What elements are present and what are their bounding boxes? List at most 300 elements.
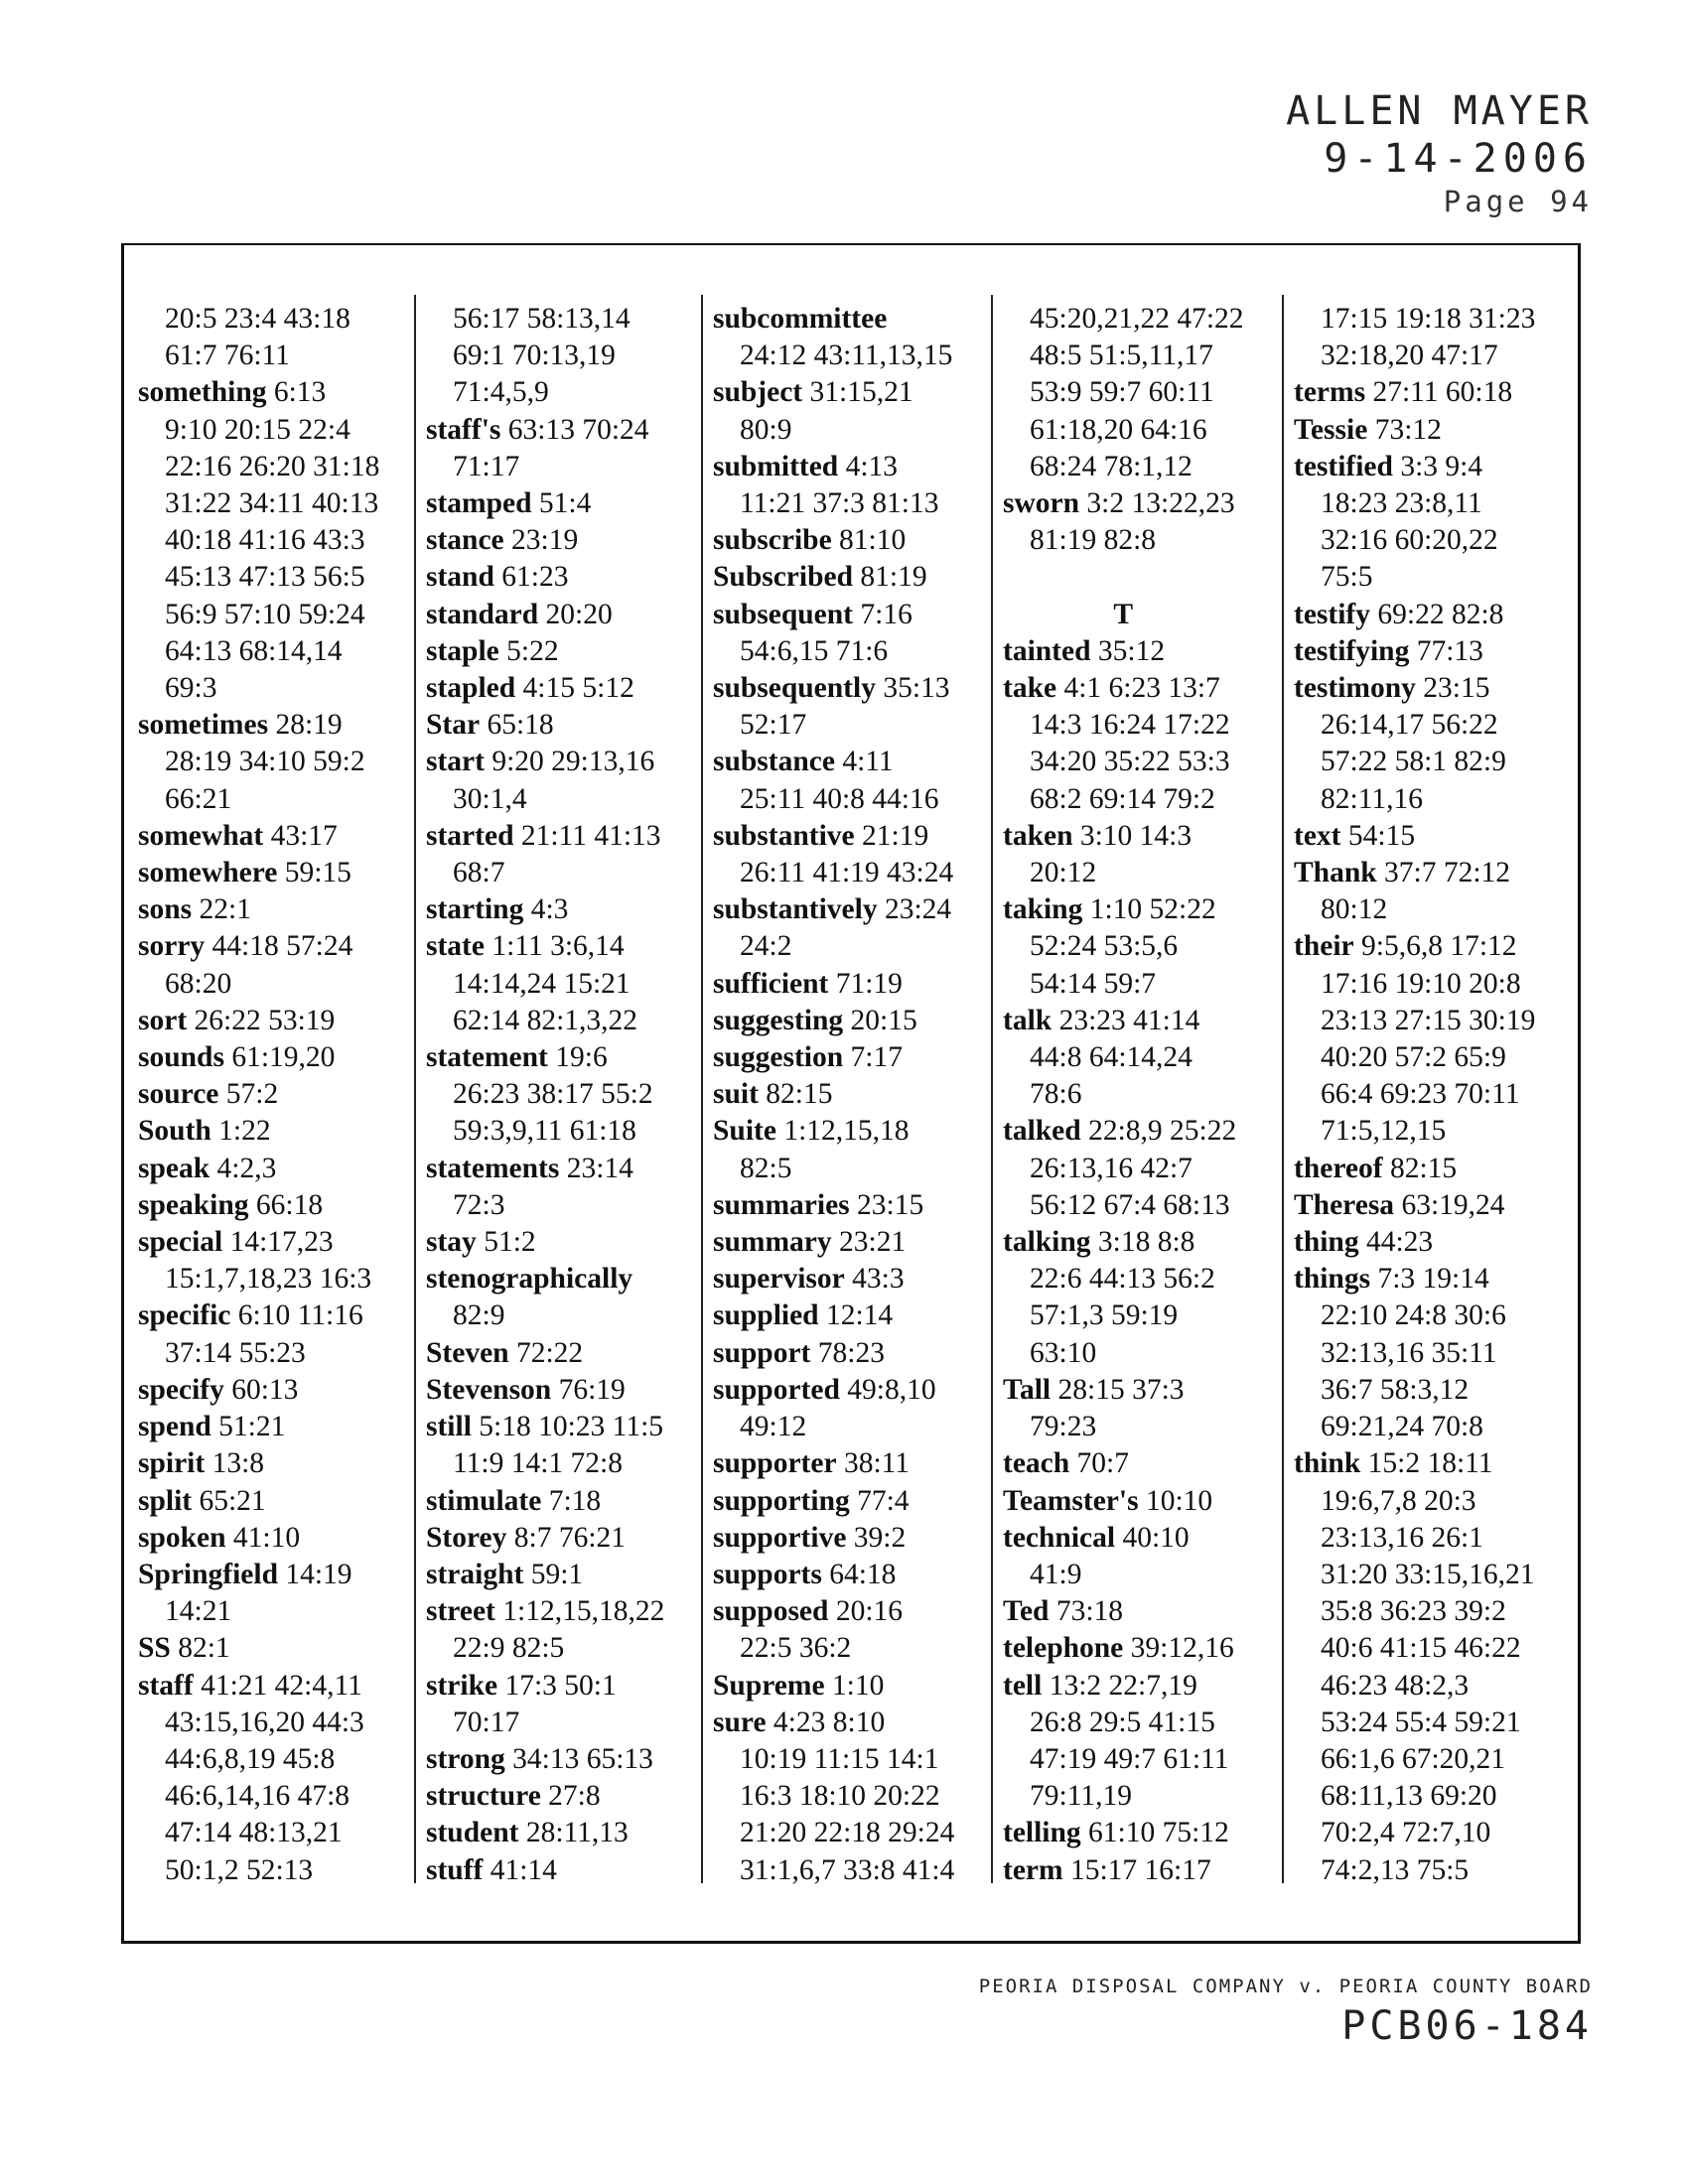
page-line-refs: 80:12 <box>1321 893 1388 926</box>
index-entry <box>713 1113 954 1186</box>
page-line-refs: 61:18,20 64:16 <box>1030 413 1207 446</box>
page-line-refs: 69:3 <box>165 672 217 705</box>
page-line-refs: 34:20 35:22 53:3 <box>1030 746 1230 778</box>
page-line-refs: 82:1 <box>178 1632 230 1665</box>
page-line-refs: 9:10 20:15 22:4 <box>165 413 351 446</box>
page-line-refs: 14:3 16:24 17:22 <box>1030 709 1230 742</box>
index-entry <box>713 449 954 522</box>
page-line-refs: 13:8 <box>211 1447 265 1480</box>
page-line-refs: 1:12,15,18,22 <box>502 1595 665 1628</box>
index-entry <box>138 374 379 707</box>
page-line-refs: 56:17 58:13,14 <box>453 303 631 335</box>
index-entry <box>713 1039 954 1076</box>
page-line-refs: 26:14,17 56:22 <box>1321 709 1498 742</box>
page-line-refs: 22:16 26:20 31:18 <box>165 450 380 482</box>
page-line-refs: 20:16 <box>835 1595 904 1628</box>
page-line-refs: 32:18,20 47:17 <box>1321 340 1498 372</box>
index-entry <box>1294 1187 1535 1224</box>
page-line-refs: 56:12 67:4 68:13 <box>1030 1188 1230 1221</box>
page-line-refs: 56:9 57:10 59:24 <box>165 598 365 630</box>
index-term: talked <box>1003 1115 1081 1148</box>
index-term: sons <box>138 893 193 926</box>
page-line-refs: 13:2 22:7,19 <box>1049 1669 1197 1702</box>
page-line-refs: 62:14 82:1,3,22 <box>453 1004 638 1036</box>
index-entry <box>713 670 954 744</box>
index-term: speaking <box>138 1188 249 1221</box>
page-line-refs: 14:14,24 15:21 <box>453 967 631 1000</box>
index-entry <box>426 1151 664 1224</box>
index-entry <box>1003 1224 1244 1372</box>
index-entry <box>1294 1261 1535 1445</box>
page-line-refs: 60:13 <box>231 1373 299 1406</box>
index-entry <box>1003 1815 1244 1851</box>
index-entry <box>713 559 954 596</box>
index-term: stuff <box>426 1853 484 1886</box>
index-entry <box>138 1630 379 1667</box>
page-line-refs: 6:13 <box>273 376 327 409</box>
page-line-refs: 43:17 <box>270 819 338 852</box>
blank-line <box>1003 559 1244 596</box>
index-entry <box>138 1151 379 1187</box>
page-line-refs: 40:18 41:16 43:3 <box>165 524 365 557</box>
index-entry <box>1003 633 1244 670</box>
page-line-refs: 68:7 <box>453 857 505 889</box>
index-entry <box>1003 1003 1244 1114</box>
page-line-refs: 26:22 53:19 <box>194 1004 336 1036</box>
index-term: supporter <box>713 1447 837 1480</box>
index-term: strong <box>426 1742 505 1775</box>
page-line-refs: 59:15 <box>284 857 351 889</box>
index-entry <box>426 707 664 744</box>
index-entry <box>138 928 379 1002</box>
page-line-refs: 71:19 <box>835 967 903 1000</box>
page-line-refs: 19:6,7,8 20:3 <box>1321 1484 1476 1517</box>
index-term: summaries <box>713 1188 850 1221</box>
index-term: testifying <box>1294 634 1410 667</box>
page-line-refs: 79:23 <box>1030 1411 1097 1443</box>
index-entry <box>1294 855 1535 928</box>
index-entry <box>1003 1445 1244 1482</box>
index-term: stamped <box>426 487 532 520</box>
index-term: subject <box>713 376 803 409</box>
index-term: take <box>1003 672 1057 705</box>
index-term: term <box>1003 1853 1063 1886</box>
index-entry <box>426 559 664 596</box>
index-entry <box>426 670 664 707</box>
page-line-refs: 82:15 <box>766 1078 833 1111</box>
index-entry <box>713 744 954 817</box>
page-line-refs: 46:6,14,16 47:8 <box>165 1780 351 1813</box>
index-term: talk <box>1003 1004 1052 1036</box>
index-entry <box>138 707 379 818</box>
page-line-refs: 35:13 <box>883 672 950 705</box>
index-entry <box>426 818 664 891</box>
index-term: tell <box>1003 1669 1043 1702</box>
page-line-refs: 79:11,19 <box>1030 1780 1132 1813</box>
page-line-refs: 24:2 <box>740 930 792 963</box>
page-line-refs: 39:12,16 <box>1130 1632 1234 1665</box>
page-line-refs: 31:15,21 <box>809 376 913 409</box>
page-line-refs: 14:19 <box>285 1558 352 1590</box>
index-term: still <box>426 1411 472 1443</box>
index-term: Star <box>426 709 481 742</box>
index-entry <box>426 1335 664 1372</box>
index-entry <box>713 522 954 559</box>
index-entry <box>138 1076 379 1113</box>
index-entry <box>1294 597 1535 633</box>
page-line-refs: 3:18 8:8 <box>1097 1226 1195 1259</box>
index-entry <box>426 1778 664 1815</box>
page-line-refs: 72:22 <box>515 1336 584 1369</box>
page-line-refs: 70:17 <box>453 1706 520 1738</box>
index-term: staff's <box>426 413 501 446</box>
index-entry <box>713 1668 954 1705</box>
page-line-refs: 61:23 <box>501 561 569 594</box>
page-line-refs: 17:3 50:1 <box>504 1669 617 1702</box>
page-line-refs: 7:3 19:14 <box>1377 1263 1489 1296</box>
index-term: think <box>1294 1447 1361 1480</box>
page-line-refs: 7:17 <box>850 1041 903 1074</box>
index-entry <box>138 1483 379 1520</box>
index-entry <box>713 1705 954 1889</box>
index-term: street <box>426 1595 495 1628</box>
page-line-refs: 57:2 <box>225 1078 279 1111</box>
page-line-refs: 47:19 49:7 61:11 <box>1030 1742 1229 1775</box>
page-line-refs: 57:22 58:1 82:9 <box>1321 746 1506 778</box>
index-term: subsequent <box>713 598 854 630</box>
index-term: stand <box>426 561 494 594</box>
page-line-refs: 53:9 59:7 60:11 <box>1030 376 1214 409</box>
page-line-refs: 17:16 19:10 20:8 <box>1321 967 1521 1000</box>
index-entry <box>138 301 379 374</box>
index-term: split <box>138 1484 193 1517</box>
index-term: sufficient <box>713 967 829 1000</box>
index-term: Tall <box>1003 1373 1052 1406</box>
page-line-refs: 40:6 41:15 46:22 <box>1321 1632 1521 1665</box>
index-entry <box>426 744 664 817</box>
page-line-refs: 63:13 70:24 <box>507 413 649 446</box>
index-entry <box>426 522 664 559</box>
index-entry <box>138 1187 379 1224</box>
page-line-refs: 78:23 <box>817 1336 885 1369</box>
page-line-refs: 82:11,16 <box>1321 782 1423 815</box>
page-line-refs: 72:3 <box>453 1188 505 1221</box>
page-line-refs: 81:19 82:8 <box>1030 524 1157 557</box>
page-line-refs: 71:17 <box>453 450 520 482</box>
index-term: starting <box>426 893 524 926</box>
page-line-refs: 59:1 <box>530 1558 584 1590</box>
page-line-refs: 40:10 <box>1122 1521 1190 1554</box>
page-line-refs: 61:19,20 <box>231 1041 336 1074</box>
page-line-refs: 45:20,21,22 47:22 <box>1030 303 1244 335</box>
page-line-refs: 44:8 64:14,24 <box>1030 1041 1193 1074</box>
page-line-refs: 73:18 <box>1055 1595 1124 1628</box>
page-line-refs: 9:5,6,8 17:12 <box>1361 930 1517 963</box>
index-term: summary <box>713 1226 832 1259</box>
page-line-refs: 21:19 <box>862 819 929 852</box>
index-term: support <box>713 1336 811 1369</box>
index-term: statements <box>426 1152 560 1184</box>
column-divider <box>414 295 416 1883</box>
index-term: Suite <box>713 1115 776 1148</box>
index-term: sort <box>138 1004 188 1036</box>
index-term: state <box>426 930 485 963</box>
page-line-refs: 31:1,6,7 33:8 41:4 <box>740 1853 955 1886</box>
index-entry <box>713 818 954 891</box>
index-term: standard <box>426 598 539 630</box>
index-term: student <box>426 1817 519 1849</box>
index-term: supposed <box>713 1595 829 1628</box>
page-line-refs: 31:20 33:15,16,21 <box>1321 1558 1535 1590</box>
page-line-refs: 19:6 <box>555 1041 608 1074</box>
page-line-refs: 31:22 34:11 40:13 <box>165 487 379 520</box>
index-column-5 <box>1294 301 1535 1889</box>
index-term: structure <box>426 1780 541 1813</box>
page-line-refs: 26:23 38:17 55:2 <box>453 1078 653 1111</box>
index-entry <box>426 1815 664 1851</box>
page-line-refs: 12:14 <box>825 1299 894 1332</box>
page-line-refs: 3:2 13:22,23 <box>1086 487 1235 520</box>
index-term: their <box>1294 930 1354 963</box>
index-term: subsequently <box>713 672 876 705</box>
index-entry <box>1003 1113 1244 1224</box>
page-line-refs: 37:7 72:12 <box>1384 857 1511 889</box>
index-term: sure <box>713 1706 767 1738</box>
index-entry <box>713 1520 954 1557</box>
index-term: text <box>1294 819 1341 852</box>
page-line-refs: 20:20 <box>545 598 613 630</box>
index-entry <box>426 1409 664 1482</box>
page-footer <box>979 1971 1593 2050</box>
index-term: staff <box>138 1669 194 1702</box>
index-term: spoken <box>138 1521 226 1554</box>
page-line-refs: 49:8,10 <box>847 1373 936 1406</box>
page-line-refs: 51:2 <box>484 1226 536 1259</box>
page-line-refs: 76:19 <box>558 1373 626 1406</box>
page-line-refs: 66:4 69:23 70:11 <box>1321 1078 1520 1111</box>
page-line-refs: 66:21 <box>165 782 232 815</box>
index-term: SS <box>138 1632 171 1665</box>
index-term: South <box>138 1115 211 1148</box>
page-line-refs: 74:2,13 75:5 <box>1321 1853 1470 1886</box>
page-line-refs: 15:2 18:11 <box>1367 1447 1493 1480</box>
index-term: Ted <box>1003 1595 1050 1628</box>
page-line-refs: 51:21 <box>218 1411 286 1443</box>
page-line-refs: 14:21 <box>165 1595 232 1628</box>
page-line-refs: 41:21 42:4,11 <box>201 1669 362 1702</box>
index-entry <box>426 1852 664 1889</box>
index-term: specify <box>138 1373 224 1406</box>
index-term: things <box>1294 1263 1371 1296</box>
page-line-refs: 30:1,4 <box>453 782 527 815</box>
page-line-refs: 23:13 27:15 30:19 <box>1321 1004 1536 1036</box>
page-line-refs: 15:17 16:17 <box>1069 1853 1211 1886</box>
page-line-refs: 22:9 82:5 <box>453 1632 565 1665</box>
index-entry <box>138 1113 379 1150</box>
index-term: stimulate <box>426 1484 542 1517</box>
page-line-refs: 39:2 <box>853 1521 907 1554</box>
index-term: thereof <box>1294 1152 1383 1184</box>
page-line-refs: 41:14 <box>490 1853 557 1886</box>
page-line-refs: 7:18 <box>548 1484 602 1517</box>
index-term: suggesting <box>713 1004 844 1036</box>
page-line-refs: 37:14 55:23 <box>165 1336 306 1369</box>
index-entry <box>1003 1593 1244 1630</box>
index-entry <box>1003 818 1244 891</box>
page-line-refs: 47:14 48:13,21 <box>165 1817 343 1849</box>
index-term: substantive <box>713 819 855 852</box>
page-line-refs: 23:23 41:14 <box>1058 1004 1200 1036</box>
index-term: substantively <box>713 893 878 926</box>
index-term: stay <box>426 1226 477 1259</box>
case-caption: PEORIA DISPOSAL COMPANY v. PEORIA COUNTY BOARD <box>978 1976 1593 1997</box>
page-line-refs: 34:13 65:13 <box>512 1742 653 1775</box>
page-line-refs: 40:20 57:2 65:9 <box>1321 1041 1506 1074</box>
page-line-refs: 23:21 <box>839 1226 907 1259</box>
index-entry <box>138 818 379 855</box>
index-term: sworn <box>1003 487 1080 520</box>
page-line-refs: 68:20 <box>165 967 232 1000</box>
index-entry <box>426 301 664 412</box>
index-column-1 <box>138 301 379 1889</box>
index-term: taken <box>1003 819 1073 852</box>
page-line-refs: 22:5 36:2 <box>740 1632 852 1665</box>
index-entry <box>426 1741 664 1778</box>
page-line-refs: 66:1,6 67:20,21 <box>1321 1742 1506 1775</box>
index-term: start <box>426 746 485 778</box>
index-frame <box>121 243 1581 1944</box>
page-line-refs: 44:6,8,19 45:8 <box>165 1742 336 1775</box>
page-line-refs: 26:8 29:5 41:15 <box>1030 1706 1215 1738</box>
index-term: submitted <box>713 450 839 482</box>
page-line-refs: 44:18 57:24 <box>211 930 353 963</box>
index-term: terms <box>1294 376 1366 409</box>
index-term: Theresa <box>1294 1188 1395 1221</box>
page-line-refs: 3:3 9:4 <box>1400 450 1483 482</box>
page-line-refs: 22:6 44:13 56:2 <box>1030 1263 1215 1296</box>
page-line-refs: 27:11 60:18 <box>1372 376 1513 409</box>
index-term: straight <box>426 1558 524 1590</box>
index-entry <box>1003 1520 1244 1593</box>
page-line-refs: 28:19 34:10 59:2 <box>165 746 365 778</box>
index-term: statement <box>426 1041 548 1074</box>
index-term: supervisor <box>713 1263 845 1296</box>
page-line-refs: 24:12 43:11,13,15 <box>740 340 953 372</box>
index-term: suggestion <box>713 1041 844 1074</box>
index-term: substance <box>713 746 835 778</box>
page-line-refs: 5:22 <box>506 634 559 667</box>
index-term: supportive <box>713 1521 847 1554</box>
docket-number: PCB06-184 <box>1341 2003 1593 2049</box>
index-term: testified <box>1294 450 1393 482</box>
page-line-refs: 77:13 <box>1416 634 1483 667</box>
page-line-refs: 35:12 <box>1097 634 1166 667</box>
index-entry <box>138 1297 379 1371</box>
index-entry <box>713 1593 954 1667</box>
index-entry <box>1003 301 1244 485</box>
index-entry <box>426 1224 664 1261</box>
page-line-refs: 1:11 3:6,14 <box>491 930 625 963</box>
page-line-refs: 68:2 69:14 79:2 <box>1030 782 1215 815</box>
index-entry <box>138 1445 379 1482</box>
index-entry <box>713 1187 954 1224</box>
index-term: subcommittee <box>713 303 888 335</box>
page-line-refs: 81:19 <box>860 561 927 594</box>
index-entry <box>713 301 954 374</box>
page-line-refs: 23:15 <box>857 1188 924 1221</box>
page-line-refs: 68:11,13 69:20 <box>1321 1780 1497 1813</box>
page-line-refs: 75:5 <box>1321 561 1373 594</box>
page-line-refs: 81:10 <box>839 524 907 557</box>
index-term: started <box>426 819 514 852</box>
page-line-refs: 78:6 <box>1030 1078 1082 1111</box>
page-line-refs: 49:12 <box>740 1411 807 1443</box>
page-line-refs: 23:24 <box>884 893 952 926</box>
index-term: specific <box>138 1299 231 1332</box>
page-line-refs: 3:10 14:3 <box>1079 819 1193 852</box>
page-line-refs: 27:8 <box>548 1780 601 1813</box>
page-line-refs: 1:12,15,18 <box>783 1115 910 1148</box>
index-entry <box>1003 1630 1244 1667</box>
page-line-refs: 51:4 <box>538 487 592 520</box>
index-entry <box>426 412 664 485</box>
index-entry <box>713 891 954 965</box>
index-term: Tessie <box>1294 413 1368 446</box>
page-line-refs: 26:11 41:19 43:24 <box>740 857 954 889</box>
index-term: taking <box>1003 893 1083 926</box>
page-line-refs: 14:17,23 <box>229 1226 334 1259</box>
page-line-refs: 59:3,9,11 61:18 <box>453 1115 636 1148</box>
page-line-refs: 64:13 68:14,14 <box>165 634 343 667</box>
page-line-refs: 20:15 <box>850 1004 917 1036</box>
page-line-refs: 4:23 8:10 <box>772 1706 886 1738</box>
page-line-refs: 77:4 <box>857 1484 910 1517</box>
index-term: somewhat <box>138 819 264 852</box>
page-line-refs: 69:1 70:13,19 <box>453 340 616 372</box>
index-term: sounds <box>138 1041 224 1074</box>
index-entry <box>713 1076 954 1113</box>
index-term: subscribe <box>713 524 832 557</box>
index-entry <box>138 891 379 928</box>
index-entry <box>426 1557 664 1593</box>
index-term: stenographically <box>426 1263 633 1296</box>
page-line-refs: 11:9 14:1 72:8 <box>453 1447 623 1480</box>
index-term: strike <box>426 1669 498 1702</box>
column-divider <box>1282 295 1284 1883</box>
page-line-refs: 54:14 59:7 <box>1030 967 1157 1000</box>
page-line-refs: 25:11 40:8 44:16 <box>740 782 939 815</box>
index-entry <box>138 855 379 891</box>
page-line-refs: 82:15 <box>1389 1152 1458 1184</box>
index-term: special <box>138 1226 223 1259</box>
index-term: testify <box>1294 598 1370 630</box>
index-term: source <box>138 1078 219 1111</box>
page-line-refs: 45:13 47:13 56:5 <box>165 561 365 594</box>
page-line-refs: 26:13,16 42:7 <box>1030 1152 1193 1184</box>
page-line-refs: 80:9 <box>740 413 792 446</box>
page-line-refs: 65:21 <box>199 1484 266 1517</box>
index-entry <box>138 1039 379 1076</box>
page-line-refs: 20:12 <box>1030 857 1097 889</box>
page-line-refs: 35:8 36:23 39:2 <box>1321 1595 1506 1628</box>
column-divider <box>701 295 703 1883</box>
index-term: supports <box>713 1558 822 1590</box>
page-line-refs: 82:9 <box>453 1299 505 1332</box>
index-entry <box>138 1668 379 1889</box>
index-column-4 <box>1003 301 1244 1889</box>
page-line-refs: 21:11 41:13 <box>520 819 661 852</box>
index-entry <box>1294 928 1535 1150</box>
